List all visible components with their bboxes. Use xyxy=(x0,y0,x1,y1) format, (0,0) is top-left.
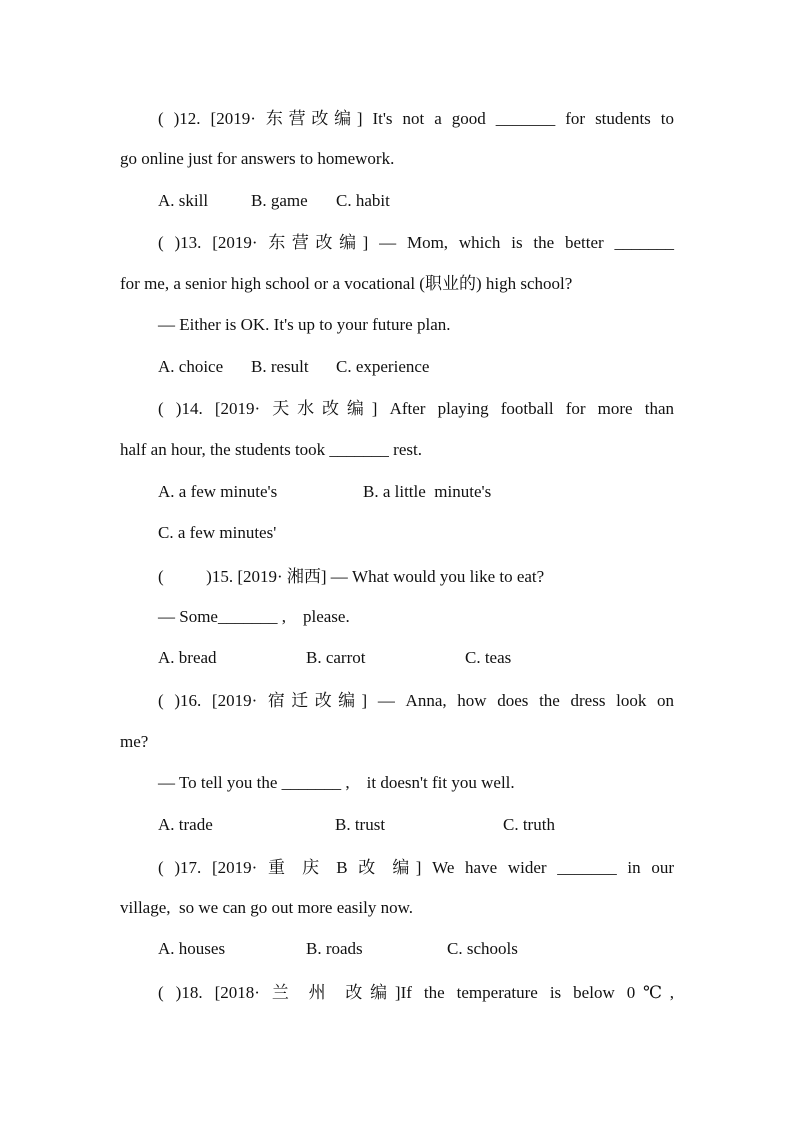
question-12-stem: ( )12. [2019· 东营改编] It's not a good _______ for students to xyxy=(158,109,674,128)
question-14-option-c: C. a few minutes' xyxy=(158,523,277,542)
question-12-stem-cont: go online just for answers to homework. xyxy=(120,149,395,168)
question-17-stem-cont: village, so we can go out more easily now. xyxy=(120,898,414,917)
question-15-option-c: C. teas xyxy=(465,648,512,667)
question-17-option-a: A. houses xyxy=(158,939,226,958)
question-12-option-a: A. skill xyxy=(158,191,209,210)
question-18-stem: ( )18. [2018· 兰 州 改编]If the temperature is below 0℃, xyxy=(158,983,674,1002)
question-15-option-a: A. bread xyxy=(158,648,217,667)
question-14-option-a: A. a few minute's xyxy=(158,482,278,501)
question-14-stem-cont: half an hour, the students took _______ rest. xyxy=(120,440,422,459)
question-16-stem: ( )16. [2019· 宿迁改编] — Anna, how does the dress look on xyxy=(158,691,674,710)
question-14-stem: ( )14. [2019· 天水改编] After playing football for more than xyxy=(158,399,674,418)
question-16-reply: — To tell you the _______ , it doesn't fit you well. xyxy=(158,773,515,792)
question-12-option-c: C. habit xyxy=(336,191,390,210)
question-17-stem: ( )17. [2019· 重 庆 B 改 编] We have wider _______ in our xyxy=(158,858,674,877)
question-13-reply: — Either is OK. It's up to your future plan. xyxy=(158,315,451,334)
question-17-option-b: B. roads xyxy=(306,939,363,958)
question-14-option-b: B. a little minute's xyxy=(363,482,492,501)
question-16-option-b: B. trust xyxy=(335,815,386,834)
question-13-option-c: C. experience xyxy=(336,357,430,376)
question-15-stem: ( )15. [2019· 湘西] — What would you like to eat? xyxy=(158,567,545,586)
question-13-option-b: B. result xyxy=(251,357,309,376)
question-15-option-b: B. carrot xyxy=(306,648,366,667)
question-13-stem: ( )13. [2019· 东营改编] — Mom, which is the better _______ xyxy=(158,233,674,252)
question-16-stem-cont: me? xyxy=(120,732,149,751)
question-16-option-c: C. truth xyxy=(503,815,555,834)
question-13-stem-cont: for me, a senior high school or a vocational (职业的) high school? xyxy=(120,274,573,293)
question-16-option-a: A. trade xyxy=(158,815,213,834)
question-12-option-b: B. game xyxy=(251,191,308,210)
question-13-option-a: A. choice xyxy=(158,357,224,376)
question-15-reply: — Some_______ , please. xyxy=(158,607,350,626)
question-17-option-c: C. schools xyxy=(447,939,518,958)
